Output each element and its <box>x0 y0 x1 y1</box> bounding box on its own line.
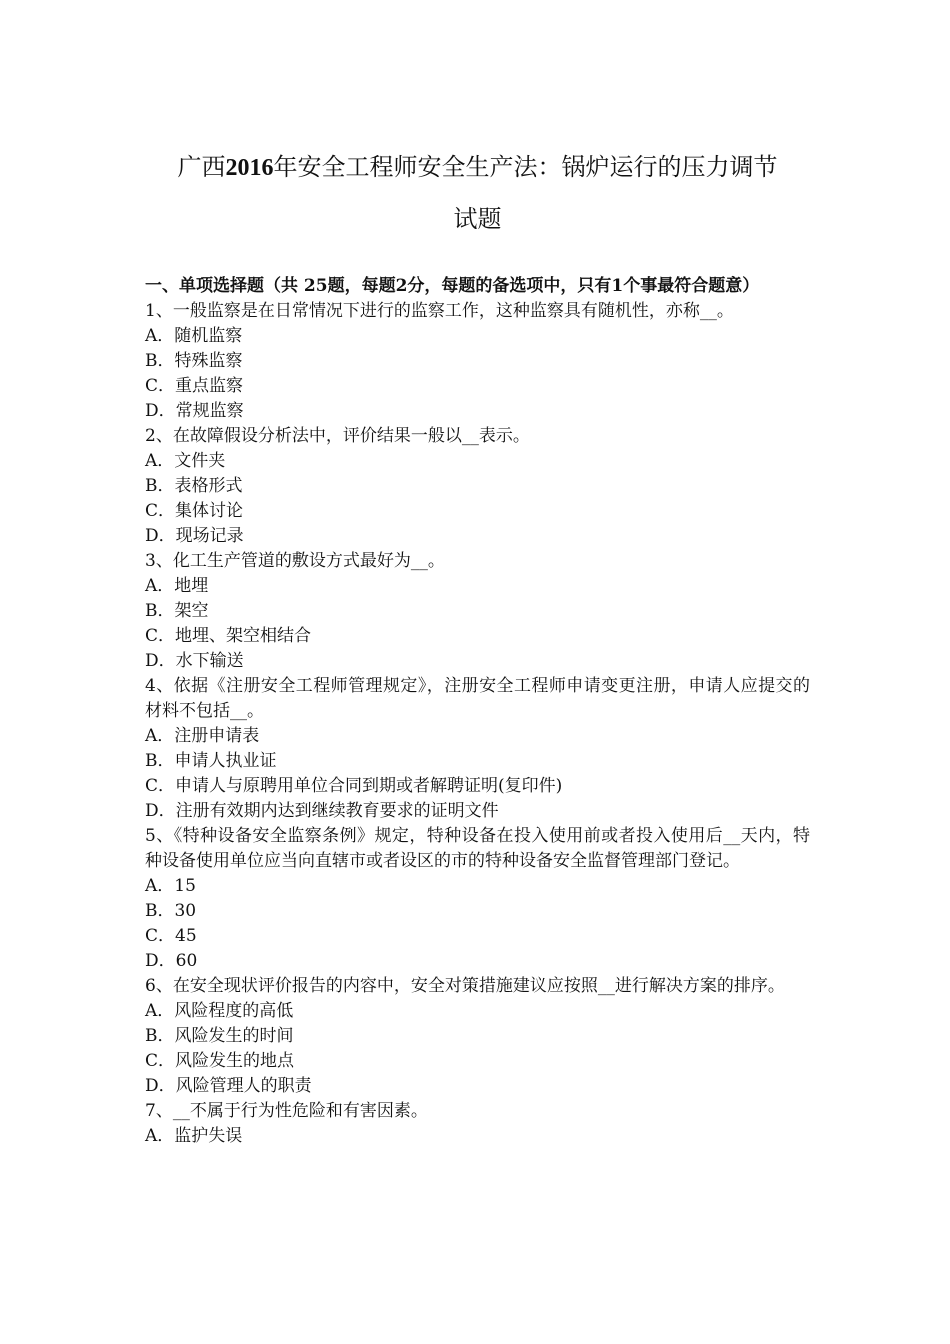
option-d: D．水下输送 <box>145 651 244 671</box>
question-stem: 7、__不属于行为性危险和有害因素。 <box>145 1101 428 1121</box>
question-1 <box>145 299 810 424</box>
option-a: A．风险程度的高低 <box>145 1001 294 1021</box>
option-a: A．监护失误 <box>145 1126 243 1146</box>
question-3 <box>145 549 810 674</box>
option-b: B．表格形式 <box>145 476 243 496</box>
option-c: C．45 <box>145 926 197 946</box>
option-b: B．申请人执业证 <box>145 751 277 771</box>
question-stem: 6、在安全现状评价报告的内容中，安全对策措施建议应按照__进行解决方案的排序。 <box>145 976 785 996</box>
option-a: A．地埋 <box>145 576 209 596</box>
question-stem: 2、在故障假设分析法中，评价结果一般以__表示。 <box>145 426 530 446</box>
question-2 <box>145 424 810 549</box>
question-stem: 1、一般监察是在日常情况下进行的监察工作，这种监察具有随机性，亦称__。 <box>145 301 734 321</box>
document-title-line-1 <box>145 151 810 184</box>
title-prefix: 广西 <box>177 153 226 181</box>
option-b: B．架空 <box>145 601 209 621</box>
question-7 <box>145 1099 810 1149</box>
title-rest: 年安全工程师安全生产法：锅炉运行的压力调节 <box>273 153 778 181</box>
option-a: A．15 <box>145 876 196 896</box>
question-5 <box>145 824 810 974</box>
option-a: A．文件夹 <box>145 451 226 471</box>
section-heading: 一、单项选择题（共 25题，每题2分，每题的备选项中，只有1个事最符合题意） <box>145 276 760 296</box>
option-d: D．风险管理人的职责 <box>145 1076 312 1096</box>
option-a: A．注册申请表 <box>145 726 260 746</box>
option-c: C．集体讨论 <box>145 501 244 521</box>
question-6 <box>145 974 810 1099</box>
option-b: B．特殊监察 <box>145 351 243 371</box>
option-d: D．60 <box>145 951 198 971</box>
option-b: B．30 <box>145 901 197 921</box>
document-body <box>145 274 810 1149</box>
question-stem: 4、依据《注册安全工程师管理规定》，注册安全工程师申请变更注册，申请人应提交的材料不包括__。 <box>145 676 810 721</box>
option-c: C．重点监察 <box>145 376 244 396</box>
option-d: D．现场记录 <box>145 526 244 546</box>
title-year: 2016 <box>225 155 274 181</box>
question-stem: 5、《特种设备安全监察条例》规定，特种设备在投入使用前或者投入使用后__天内，特种设备使用单位应当向直辖市或者设区的市的特种设备安全监督管理部门登记。 <box>145 826 810 871</box>
question-stem: 3、化工生产管道的敷设方式最好为__。 <box>145 551 445 571</box>
option-c: C．申请人与原聘用单位合同到期或者解聘证明(复印件) <box>145 776 563 796</box>
option-c: C．地埋、架空相结合 <box>145 626 312 646</box>
option-b: B．风险发生的时间 <box>145 1026 294 1046</box>
option-a: A．随机监察 <box>145 326 243 346</box>
document-title-line-2: 试题 <box>453 205 502 233</box>
option-d: D．注册有效期内达到继续教育要求的证明文件 <box>145 801 499 821</box>
option-c: C．风险发生的地点 <box>145 1051 295 1071</box>
question-4 <box>145 674 810 824</box>
option-d: D．常规监察 <box>145 401 244 421</box>
